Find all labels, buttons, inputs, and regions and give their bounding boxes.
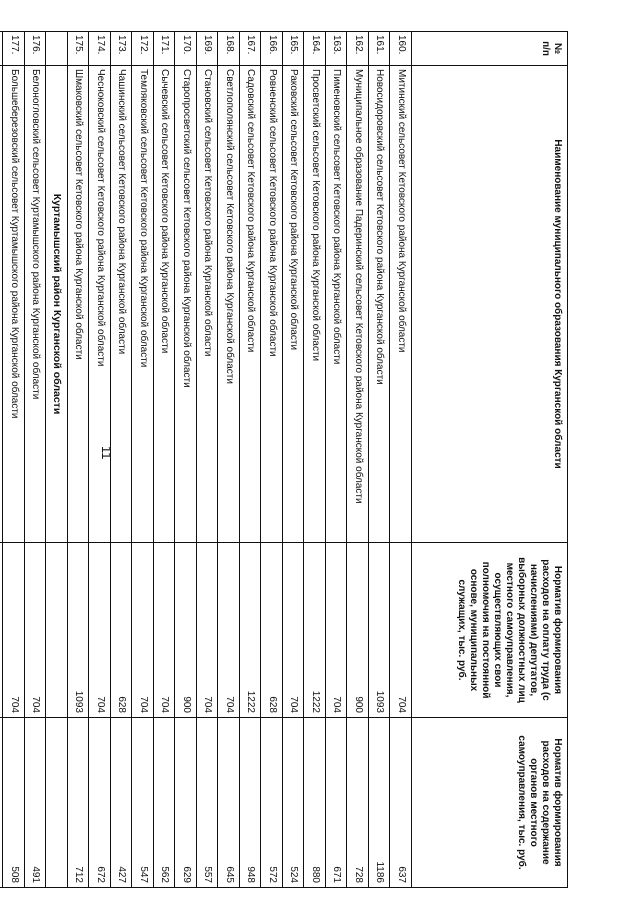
table-row bbox=[68, 32, 90, 888]
table-row bbox=[197, 32, 219, 888]
row-maintenance-value: 671 bbox=[326, 718, 348, 888]
table-row bbox=[304, 32, 326, 888]
table-row bbox=[347, 32, 369, 888]
section-empty-cell bbox=[46, 718, 68, 888]
rotated-page bbox=[8, 31, 568, 887]
row-number: 163. bbox=[326, 32, 348, 66]
row-name bbox=[0, 66, 3, 543]
table-row bbox=[154, 32, 176, 888]
row-number: 175. bbox=[68, 32, 90, 66]
section-row bbox=[46, 32, 68, 888]
row-maintenance-value: 645 bbox=[218, 718, 240, 888]
table-row bbox=[175, 32, 197, 888]
row-labor-value: 628 bbox=[111, 543, 133, 718]
table-row bbox=[261, 32, 283, 888]
table-row bbox=[283, 32, 305, 888]
table-row bbox=[390, 32, 412, 888]
row-name: Светлополянский сельсовет Кетовского района Курганской области bbox=[218, 66, 240, 543]
row-number: 168. bbox=[218, 32, 240, 66]
row-labor-value: 1093 bbox=[68, 543, 90, 718]
row-labor-value: 900 bbox=[347, 543, 369, 718]
page-number: 11 bbox=[99, 446, 114, 460]
row-maintenance-value: 948 bbox=[240, 718, 262, 888]
row-number: 167. bbox=[240, 32, 262, 66]
row-name: Ровненский сельсовет Кетовского района Курганской области bbox=[261, 66, 283, 543]
norms-table bbox=[0, 31, 568, 888]
row-name: Садовский сельсовет Кетовского района Курганской области bbox=[240, 66, 262, 543]
row-number: 176. bbox=[25, 32, 47, 66]
table-body bbox=[0, 32, 412, 888]
row-maintenance-value: 508 bbox=[3, 718, 25, 888]
header-number: № п/п bbox=[412, 32, 568, 66]
row-name: Шмаковский сельсовет Кетовского района Курганской области bbox=[68, 66, 90, 543]
table-row bbox=[326, 32, 348, 888]
row-name: Новосидоровский сельсовет Кетовского района Курганской области bbox=[369, 66, 391, 543]
row-labor-value: 628 bbox=[261, 543, 283, 718]
row-number: 166. bbox=[261, 32, 283, 66]
row-number: 162. bbox=[347, 32, 369, 66]
row-maintenance-value: 629 bbox=[175, 718, 197, 888]
header-municipality: Наименование муниципального образования Курганской области bbox=[412, 66, 568, 543]
row-number: 160. bbox=[390, 32, 412, 66]
table-row bbox=[218, 32, 240, 888]
row-labor-value: 1222 bbox=[240, 543, 262, 718]
row-labor-value: 704 bbox=[89, 543, 111, 718]
row-maintenance-value: 1186 bbox=[369, 718, 391, 888]
table-row bbox=[369, 32, 391, 888]
row-name: Становский сельсовет Кетовского района Курганской области bbox=[197, 66, 219, 543]
table-row bbox=[240, 32, 262, 888]
row-labor-value: 900 bbox=[175, 543, 197, 718]
row-name: Сычевский сельсовет Кетовского района Курганской области bbox=[154, 66, 176, 543]
row-number: 172. bbox=[132, 32, 154, 66]
row-labor-value: 704 bbox=[326, 543, 348, 718]
row-maintenance-value: 562 bbox=[154, 718, 176, 888]
row-number: 169. bbox=[197, 32, 219, 66]
row-name: Пименовский сельсовет Кетовского района Курганской области bbox=[326, 66, 348, 543]
row-name: Белоногловский сельсовет Куртамышского района Курганской области bbox=[25, 66, 47, 543]
row-number: 173. bbox=[111, 32, 133, 66]
row-name: Чашинский сельсовет Кетовского района Курганской области bbox=[111, 66, 133, 543]
row-maintenance-value: 572 bbox=[261, 718, 283, 888]
row-maintenance-value: 712 bbox=[68, 718, 90, 888]
row-labor-value bbox=[0, 543, 3, 718]
row-maintenance-value: 637 bbox=[390, 718, 412, 888]
row-labor-value: 1093 bbox=[369, 543, 391, 718]
row-labor-value: 704 bbox=[283, 543, 305, 718]
row-maintenance-value: 427 bbox=[111, 718, 133, 888]
row-name: Старопросветский сельсовет Кетовского района Курганской области bbox=[175, 66, 197, 543]
row-number: 161. bbox=[369, 32, 391, 66]
table-row bbox=[25, 32, 47, 888]
header-maintenance-norm: Норматив формирования расходов на содержание органов местного самоуправления, тыс. руб. bbox=[412, 718, 568, 888]
row-name: Митинский сельсовет Кетовского района Курганской области bbox=[390, 66, 412, 543]
row-number bbox=[0, 32, 3, 66]
row-name: Раковский сельсовет Кетовского района Курганской области bbox=[283, 66, 305, 543]
row-maintenance-value: 557 bbox=[197, 718, 219, 888]
row-number: 170. bbox=[175, 32, 197, 66]
table-row bbox=[89, 32, 111, 888]
table-row bbox=[132, 32, 154, 888]
row-number: 171. bbox=[154, 32, 176, 66]
row-maintenance-value: 524 bbox=[283, 718, 305, 888]
row-labor-value: 704 bbox=[25, 543, 47, 718]
row-maintenance-value: 880 bbox=[304, 718, 326, 888]
row-labor-value: 704 bbox=[132, 543, 154, 718]
row-maintenance-value: 672 bbox=[89, 718, 111, 888]
row-number: 174. bbox=[89, 32, 111, 66]
row-maintenance-value: 728 bbox=[347, 718, 369, 888]
table-row bbox=[0, 32, 3, 888]
row-labor-value: 704 bbox=[154, 543, 176, 718]
row-maintenance-value bbox=[0, 718, 3, 888]
row-name: Темляковский сельсовет Кетовского района Курганской области bbox=[132, 66, 154, 543]
row-labor-value: 1222 bbox=[304, 543, 326, 718]
section-empty-cell bbox=[46, 543, 68, 718]
row-number: 177. bbox=[3, 32, 25, 66]
row-labor-value: 704 bbox=[3, 543, 25, 718]
section-number-cell bbox=[46, 32, 68, 66]
row-name: Чесноковский сельсовет Кетовского района Курганской области bbox=[89, 66, 111, 543]
row-name: Большеберезовский сельсовет Куртамышского района Курганской области bbox=[3, 66, 25, 543]
section-title: Куртамышский район Курганской области bbox=[46, 66, 68, 543]
row-number: 164. bbox=[304, 32, 326, 66]
row-maintenance-value: 547 bbox=[132, 718, 154, 888]
table-header-row bbox=[412, 32, 568, 888]
row-name: Муниципальное образование Падеринский сельсовет Кетовского района Курганской области bbox=[347, 66, 369, 543]
row-number: 165. bbox=[283, 32, 305, 66]
row-labor-value: 704 bbox=[218, 543, 240, 718]
header-labor-norm: Норматив формирования расходов на оплату труда (с начислениями) депутатов, выборных должностных лиц местного самоуправления, осуществляющих свои полномочия на постоянной основе, муниципальных служащих, тыс. руб. bbox=[412, 543, 568, 718]
table-row bbox=[3, 32, 25, 888]
row-labor-value: 704 bbox=[390, 543, 412, 718]
row-maintenance-value: 491 bbox=[25, 718, 47, 888]
row-labor-value: 704 bbox=[197, 543, 219, 718]
table-row bbox=[111, 32, 133, 888]
row-name: Просветский сельсовет Кетовского района Курганской области bbox=[304, 66, 326, 543]
